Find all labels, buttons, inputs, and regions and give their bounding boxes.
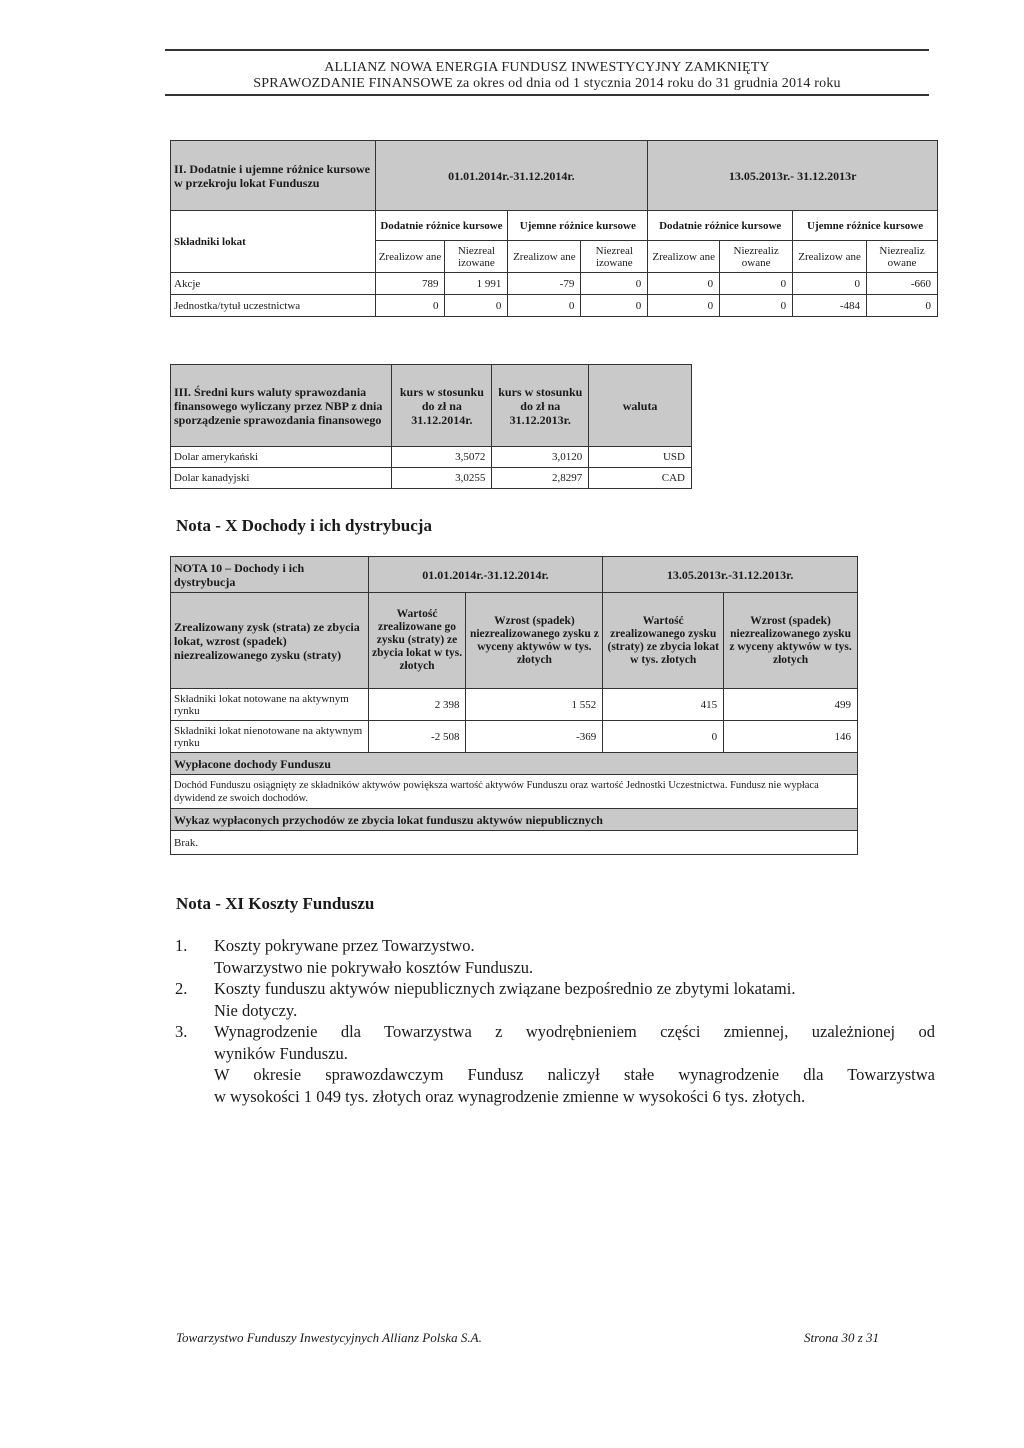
list-item-title: Wynagrodzenie dla Towarzystwa z wyodrębnieniem części zmiennej, uzależnionej od: [214, 1022, 935, 1041]
nota10-period-2014: 01.01.2014r.-31.12.2014r.: [368, 557, 603, 593]
list-item-text: Towarzystwo nie pokrywało kosztów Funduszu.: [214, 957, 534, 977]
cell: 0: [867, 295, 938, 317]
list-item-text: w wysokości 1 049 tys. złotych oraz wynagrodzenie zmienne w wysokości 6 tys. złotych.: [214, 1086, 806, 1106]
fund-name: ALLIANZ NOWA ENERGIA FUNDUSZ INWESTYCYJNY ZAMKNIĘTY: [324, 60, 770, 75]
list-item: [175, 1021, 935, 1043]
table2-dodatnie-2014: Dodatnie różnice kursowe: [375, 211, 508, 241]
row-label: Jednostka/tytuł uczestnictwa: [171, 295, 376, 317]
footer-company: Towarzystwo Funduszy Inwestycyjnych Allianz Polska S.A.: [176, 1330, 482, 1345]
list-number: 3.: [175, 1022, 188, 1041]
cell: USD: [589, 447, 692, 468]
cell: 0: [648, 295, 720, 317]
cell: -79: [508, 273, 581, 295]
list-item-detail: [175, 957, 935, 979]
list-number: 1.: [175, 936, 188, 955]
header-rule-bottom: [165, 94, 929, 96]
cell: 3,0255: [392, 468, 492, 489]
wyplacone-title: Wypłacone dochody Funduszu: [171, 753, 858, 775]
cell: -369: [466, 721, 603, 753]
cell: 3,0120: [492, 447, 589, 468]
list-item-title: Koszty pokrywane przez Towarzystwo.: [214, 936, 475, 955]
cell: 0: [603, 721, 724, 753]
table2-subhead: Zrealizow ane: [375, 241, 445, 273]
cell: 2,8297: [492, 468, 589, 489]
wyplacone-text: Dochód Funduszu osiągnięty ze składników aktywów powiększa wartość aktywów Funduszu oraz wartość Jednostki Uczestnictwa. Fundusz nie wypłaca dywidend ze swoich dochodów.: [171, 775, 858, 809]
rate-2014-header: kurs w stosunku do zł na 31.12.2014r.: [392, 365, 492, 447]
list-item: [175, 935, 935, 957]
table2-ujemne-2014: Ujemne różnice kursowe: [508, 211, 648, 241]
cell: 0: [581, 295, 648, 317]
table-row: [171, 273, 938, 295]
cell: 0: [793, 273, 867, 295]
cell: 0: [375, 295, 445, 317]
currency-header: waluta: [589, 365, 692, 447]
table-row: [171, 447, 692, 468]
table-row: [171, 689, 858, 721]
table2-ujemne-2013: Ujemne różnice kursowe: [793, 211, 938, 241]
table2-subhead: Niezreal izowane: [445, 241, 508, 273]
cell: 0: [648, 273, 720, 295]
table2-subhead: Zrealizow ane: [793, 241, 867, 273]
cell: 146: [724, 721, 858, 753]
cell: -660: [867, 273, 938, 295]
row-label: Dolar kanadyjski: [171, 468, 392, 489]
cell: 2 398: [368, 689, 466, 721]
table2-subhead: Niezrealiz owane: [867, 241, 938, 273]
row-label: Dolar amerykański: [171, 447, 392, 468]
list-item-title-cont: wyników Funduszu.: [214, 1043, 348, 1063]
cell: 0: [720, 273, 793, 295]
cell: 0: [508, 295, 581, 317]
cell: 1 991: [445, 273, 508, 295]
table2-period-2013: 13.05.2013r.- 31.12.2013r: [648, 141, 938, 211]
costs-list: [175, 935, 935, 1107]
table2-subhead: Niezreal izowane: [581, 241, 648, 273]
list-item-detail: [175, 1000, 935, 1022]
cell: 789: [375, 273, 445, 295]
list-item-title: Koszty funduszu aktywów niepublicznych związane bezpośrednio ze zbytymi lokatami.: [214, 979, 796, 998]
report-title: SPRAWOZDANIE FINANSOWE za okres od dnia od 1 stycznia 2014 roku do 31 grudnia 2014 roku: [253, 76, 841, 91]
table2-rowhead: Składniki lokat: [171, 211, 376, 273]
nota-x-heading: Nota - X Dochody i ich dystrybucja: [176, 516, 432, 535]
table2-title: II. Dodatnie i ujemne różnice kursowe w przekroju lokat Funduszu: [171, 141, 376, 211]
exchange-rate-table: [170, 364, 692, 489]
wykaz-title: Wykaz wypłaconych przychodów ze zbycia lokat funduszu aktywów niepublicznych: [171, 809, 858, 831]
table2-subhead: Zrealizow ane: [508, 241, 581, 273]
list-item-detail: [175, 1064, 935, 1086]
rate-2013-header: kurs w stosunku do zł na 31.12.2013r.: [492, 365, 589, 447]
cell: 0: [720, 295, 793, 317]
nota10-title: NOTA 10 – Dochody i ich dystrybucja: [171, 557, 369, 593]
cell: 0: [445, 295, 508, 317]
cell: 1 552: [466, 689, 603, 721]
table2-subhead: Zrealizow ane: [648, 241, 720, 273]
table2-dodatnie-2013: Dodatnie różnice kursowe: [648, 211, 793, 241]
nota10-period-2013: 13.05.2013r.-31.12.2013r.: [603, 557, 858, 593]
table-row: [171, 295, 938, 317]
row-label: Akcje: [171, 273, 376, 295]
list-item-text: W okresie sprawozdawczym Fundusz naliczył stałe wynagrodzenie dla Towarzystwa: [214, 1065, 935, 1084]
page-number: Strona 30 z 31: [804, 1330, 879, 1345]
nota10-col-header: Wartość zrealizowanego zysku (straty) ze zbycia lokat w tys. złotych: [603, 593, 724, 689]
header-rule-top: [165, 49, 929, 51]
list-item: [175, 978, 935, 1000]
cell: -2 508: [368, 721, 466, 753]
table-row: [171, 721, 858, 753]
table2-period-2014: 01.01.2014r.-31.12.2014r.: [375, 141, 648, 211]
cell: 499: [724, 689, 858, 721]
wykaz-text: Brak.: [171, 831, 858, 855]
cell: 3,5072: [392, 447, 492, 468]
nota10-col-header: Wartość zrealizowane go zysku (straty) ze zbycia lokat w tys. złotych: [368, 593, 466, 689]
table3-title: III. Średni kurs waluty sprawozdania finansowego wyliczany przez NBP z dnia sporządzenie sprawozdania finansowego: [171, 365, 392, 447]
table-row: [171, 468, 692, 489]
list-item-detail: [175, 1086, 935, 1108]
cell: 415: [603, 689, 724, 721]
nota-xi-heading: Nota - XI Koszty Funduszu: [176, 894, 375, 913]
row-label: Składniki lokat nienotowane na aktywnym rynku: [171, 721, 369, 753]
nota10-col-header: Wzrost (spadek) niezrealizowanego zysku z wyceny aktywów w tys. złotych: [724, 593, 858, 689]
list-number: 2.: [175, 979, 188, 998]
cell: CAD: [589, 468, 692, 489]
income-distribution-table: [170, 556, 858, 855]
table2-subhead: Niezrealiz owane: [720, 241, 793, 273]
list-item-detail: [175, 1043, 935, 1065]
cell: 0: [581, 273, 648, 295]
nota10-rowhead: Zrealizowany zysk (strata) ze zbycia lokat, wzrost (spadek) niezrealizowanego zysku (straty): [171, 593, 369, 689]
list-item-text: Nie dotyczy.: [214, 1000, 298, 1020]
cell: -484: [793, 295, 867, 317]
fx-differences-table: [170, 140, 938, 317]
nota10-col-header: Wzrost (spadek) niezrealizowanego zysku z wyceny aktywów w tys. złotych: [466, 593, 603, 689]
row-label: Składniki lokat notowane na aktywnym rynku: [171, 689, 369, 721]
